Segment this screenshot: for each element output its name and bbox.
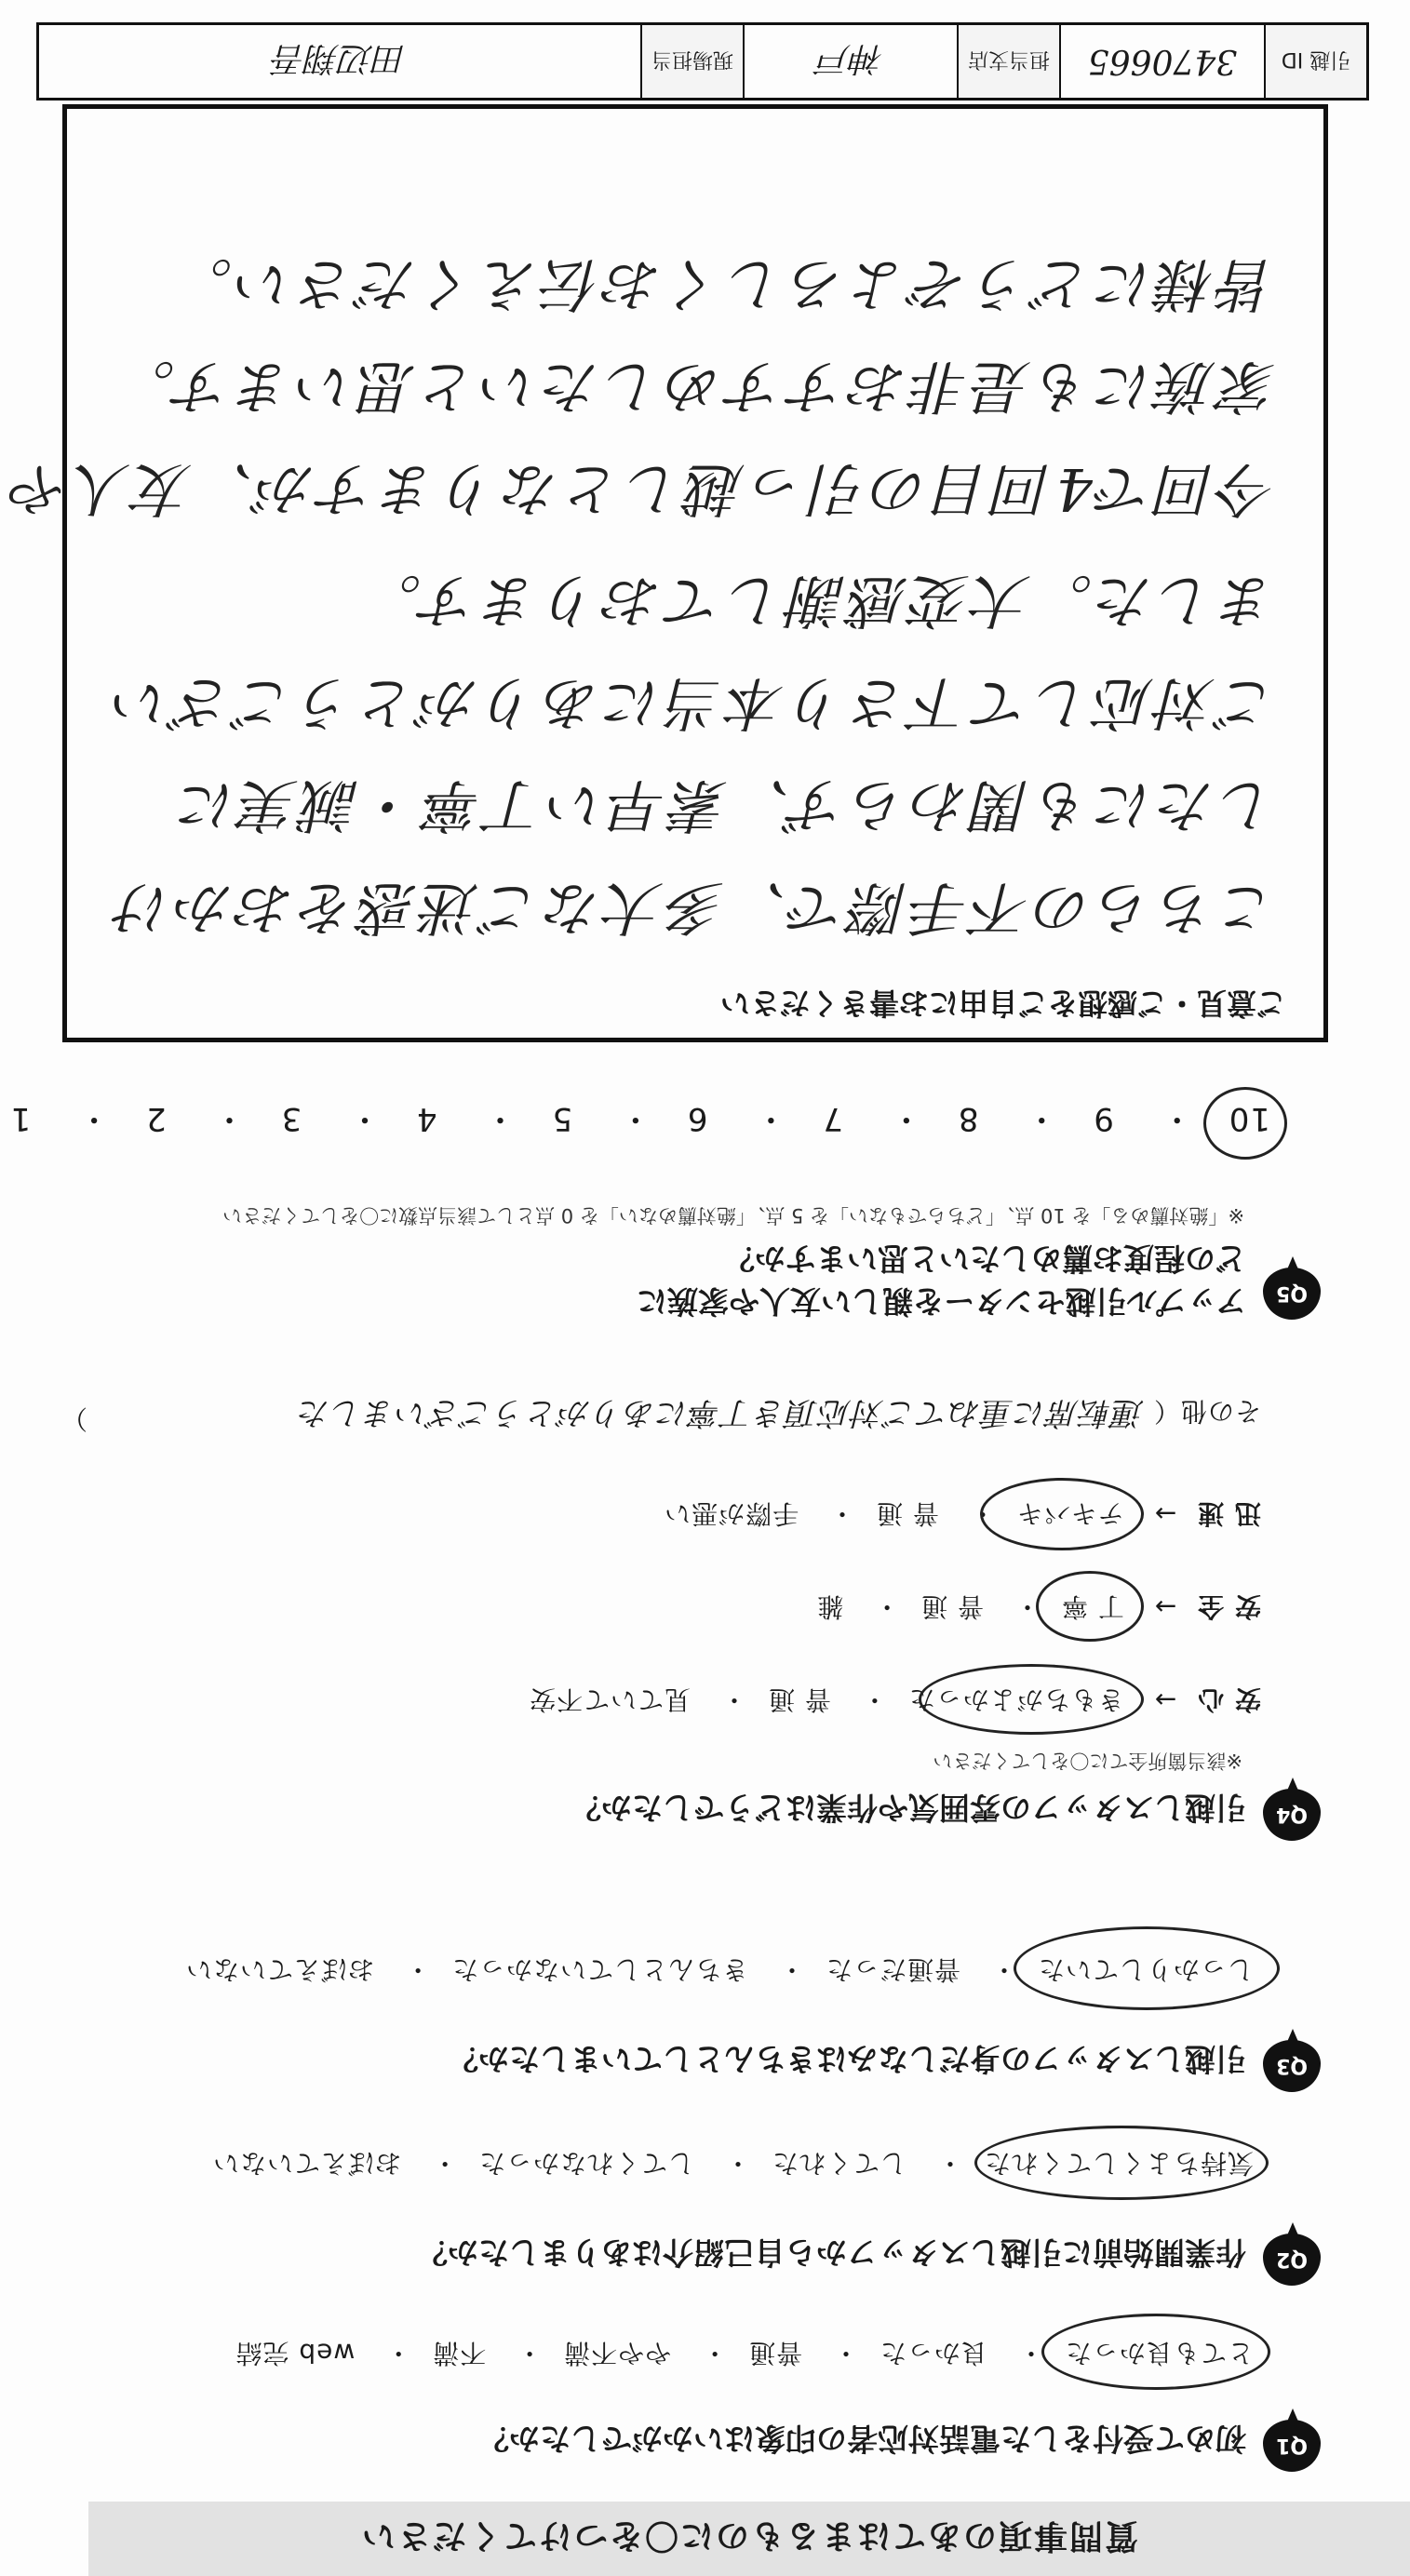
q4-other-label: その他（ — [1152, 1396, 1261, 1427]
q1-option-1[interactable]: とても良かった — [1064, 2338, 1254, 2368]
q5-score-3[interactable]: 3 — [280, 1100, 302, 1137]
q2-options: 気持ちよくしてくれた・ してくれた・ してくれなかった・ おぼえていない — [212, 2148, 1254, 2179]
staff-value[interactable]: 田辺翔吾 — [273, 39, 408, 78]
q2-option-2[interactable]: してくれた — [772, 2148, 907, 2179]
move-id-value[interactable]: 3470665 — [1059, 25, 1264, 98]
comment-line-6: 家族にも是非おすすめしたいと思います。 — [114, 353, 1277, 421]
q4-row-anzen-option-1[interactable]: 丁 寧 — [1060, 1591, 1124, 1622]
q5-score-9[interactable]: 9 — [1093, 1100, 1114, 1137]
q4-other-handwritten[interactable]: 運転席に重ねてご対応頂き丁寧にありがとうございました — [297, 1394, 1145, 1431]
q5-score-4[interactable]: 4 — [416, 1100, 437, 1137]
q5-score-6[interactable]: 6 — [686, 1100, 708, 1137]
id-table — [36, 22, 1369, 101]
q4-row-anshin-label: 安 心 — [1197, 1684, 1261, 1715]
q3-question: 引越しスタッフの身だしなみはきちんとしていましたか？ — [448, 2041, 1246, 2077]
q4-row-anshin: 安 心→ きもちがよかった・ 普 通・ 見ていて不安 — [529, 1684, 1261, 1715]
q4-row-anshin-option-2[interactable]: 普 通 — [768, 1684, 831, 1715]
q2-option-4[interactable]: おぼえていない — [212, 2148, 402, 2179]
q5-note: ※「絶対薦める」を 10 点、「どちらでもない」を 5 点、「絶対薦めない」を 0 点として該当点数に〇をしてください — [222, 1204, 1244, 1227]
q1-option-4[interactable]: やや不満 — [563, 2338, 672, 2368]
q4-badge-icon: Q4 — [1263, 1789, 1321, 1841]
branch-value[interactable]: 神戸 — [743, 25, 957, 98]
q4-row-jinsoku-option-3[interactable]: 手際が悪い — [664, 1498, 799, 1529]
q3-option-1[interactable]: しっかりしていた — [1037, 1954, 1254, 1985]
q5-badge-icon: Q5 — [1263, 1268, 1321, 1320]
comment-line-5: 今回で4回目の引っ越しとなりますが、友人や — [7, 455, 1277, 523]
q1-option-6[interactable]: web 完結 — [235, 2338, 356, 2368]
staff-label: 現場担当 — [640, 25, 743, 98]
q2-option-1[interactable]: 気持ちよくしてくれた — [983, 2148, 1254, 2179]
q5-score-1[interactable]: 1 — [9, 1100, 32, 1137]
q5-score-2[interactable]: 2 — [145, 1100, 167, 1137]
comment-line-7: 皆様にどうぞよろしくお伝えください。 — [170, 250, 1277, 318]
q5-scale: 10・ 9・ 8・ 7・ 6・ 5・ 4・ 3・ 2・ 1 — [9, 1100, 1270, 1137]
q5-question-line1: アップル引越センターを親しい友人や家族に — [636, 1283, 1246, 1320]
q4-question: 引越しスタッフの雰囲気や作業はどうでしたか？ — [571, 1790, 1246, 1826]
q5-score-5[interactable]: 5 — [551, 1100, 573, 1137]
q4-row-jinsoku-option-2[interactable]: 普 通 — [876, 1498, 939, 1529]
comment-title: ご意見・ご感想をご自由にお書きください — [719, 986, 1286, 1021]
comment-line-3: ご対応して下さり本当にありがとうござい — [109, 669, 1277, 737]
q4-row-jinsoku-option-1[interactable]: テキパキ — [1015, 1498, 1124, 1529]
comment-line-2: したにも関わらず、素早い丁寧・誠実に — [175, 771, 1277, 839]
q5-score-7[interactable]: 7 — [822, 1100, 844, 1137]
q3-badge-icon: Q3 — [1263, 2040, 1321, 2092]
q1-options: とても良かった・ 良かった・ 普通・ やや不満・ 不満・ web 完結 — [235, 2338, 1254, 2368]
q1-option-2[interactable]: 良かった — [880, 2338, 988, 2368]
q3-options: しっかりしていた・ 普通だった・ きちんとしていなかった・ おぼえていない — [185, 1954, 1254, 1985]
q2-badge-icon: Q2 — [1263, 2234, 1321, 2286]
q4-row-jinsoku: 迅 速→ テキパキ・ 普 通・ 手際が悪い — [664, 1498, 1261, 1529]
q4-row-anshin-option-3[interactable]: 見ていて不安 — [529, 1684, 692, 1715]
q4-row-jinsoku-label: 迅 速 — [1197, 1498, 1261, 1529]
instruction-header — [88, 2502, 1410, 2576]
q3-option-2[interactable]: 普通だった — [826, 1954, 961, 1985]
q4-row-anzen-option-3[interactable]: 雑 — [816, 1591, 844, 1622]
q1-option-3[interactable]: 普通 — [748, 2338, 803, 2368]
comment-line-1: こちらの不手際で、多大なご迷惑をおかけ — [111, 874, 1277, 942]
q4-other-row — [60, 1393, 1261, 1439]
q4-row-anshin-option-1[interactable]: きもちがよかった — [907, 1684, 1124, 1715]
q2-question: 作業開始前に引越しスタッフから自己紹介はありましたか？ — [417, 2234, 1246, 2271]
q5-score-8[interactable]: 8 — [957, 1100, 979, 1137]
q3-option-3[interactable]: きちんとしていなかった — [451, 1954, 749, 1985]
instruction-text: 質問事項のあてはまるものに〇をつけてください — [360, 2516, 1139, 2556]
q5-question-line2: どの程度お薦めしたいと思いますか？ — [724, 1241, 1246, 1277]
q1-badge-icon: Q1 — [1263, 2420, 1321, 2472]
q1-option-5[interactable]: 不満 — [432, 2338, 487, 2368]
q4-note: ※該当箇所全てに〇をしてください — [933, 1750, 1242, 1772]
q4-row-anzen-option-2[interactable]: 普 通 — [920, 1591, 985, 1622]
comment-box[interactable] — [7, 104, 1328, 1042]
q5-score-10[interactable]: 10 — [1228, 1100, 1270, 1137]
move-id-label: 引越 ID — [1264, 25, 1366, 98]
q4-row-anzen: 安 全→ 丁 寧・ 普 通・ 雑 — [816, 1591, 1261, 1622]
q1-question: 初めて受付をした電話対応者の印象はいかがでしたか？ — [478, 2421, 1246, 2457]
q2-option-3[interactable]: してくれなかった — [478, 2148, 695, 2179]
q4-other-close: ） — [60, 1403, 88, 1434]
q4-row-anzen-label: 安 全 — [1197, 1591, 1261, 1622]
branch-label: 担当支店 — [957, 25, 1059, 98]
comment-line-4: ました。大変感謝しております。 — [359, 567, 1277, 635]
q3-option-4[interactable]: おぼえていない — [185, 1954, 375, 1985]
